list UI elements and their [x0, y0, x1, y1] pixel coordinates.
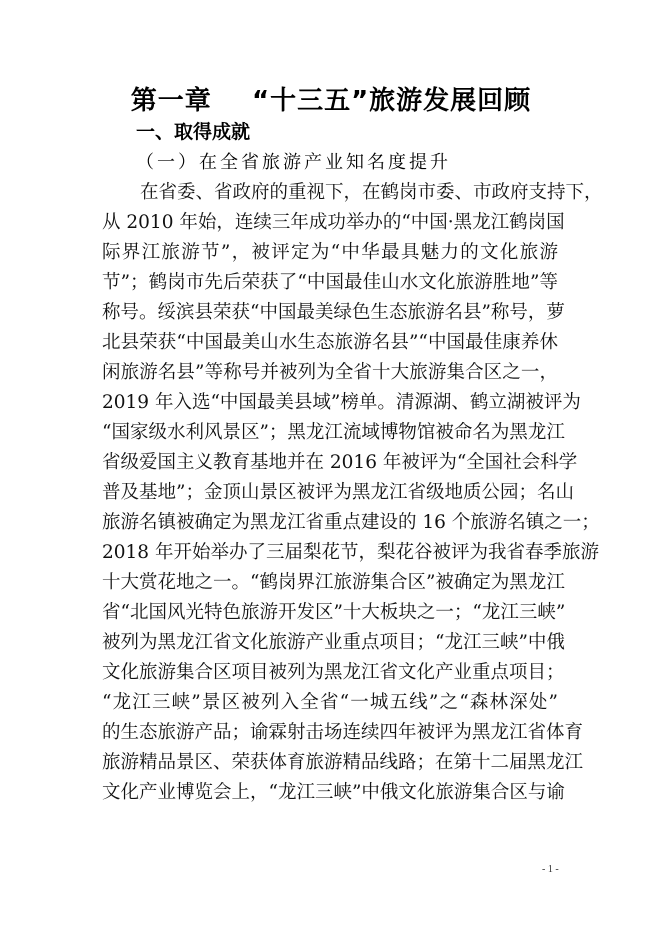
paragraph-line: 际界江旅游节”，被评定为“中华最具魅力的文化旅游 [102, 242, 558, 263]
paragraph-line: 从 2010 年始，连续三年成功举办的“中国·黑龙江鹤岗国 [102, 212, 565, 233]
body-paragraph [102, 178, 603, 808]
paragraph-line: 省级爱国主义教育基地并在 2016 年被评为“全国社会科学 [102, 452, 578, 473]
paragraph-line: 2019 年入选“中国最美县域”榜单。清源湖、鹤立湖被评为 [102, 392, 581, 413]
paragraph-line: 省“北国风光特色旅游开发区”十大板块之一；“龙江三峡” [102, 602, 566, 623]
paragraph-line: 文化产业博览会上，“龙江三峡”中俄文化旅游集合区与谕 [102, 782, 565, 803]
paragraph-line: 十大赏花地之一。“鹤岗界江旅游集合区”被确定为黑龙江 [102, 572, 565, 593]
paragraph-line: 旅游名镇被确定为黑龙江省重点建设的 16 个旅游名镇之一； [102, 512, 600, 533]
paragraph-line: 旅游精品景区、荣获体育旅游精品线路；在第十二届黑龙江 [102, 752, 584, 773]
chapter-title: 第一章 “十三五”旅游发展回顾 [130, 86, 532, 116]
paragraph-line: 在省委、省政府的重视下，在鹤岗市委、市政府支持下， [140, 182, 603, 203]
subsection-heading: （一）在全省旅游产业知名度提升 [136, 152, 451, 173]
paragraph-line: 的生态旅游产品；谕霖射击场连续四年被评为黑龙江省体育 [102, 722, 584, 743]
paragraph-line: 2018 年开始举办了三届梨花节，梨花谷被评为我省春季旅游 [102, 542, 599, 563]
paragraph-line: 普及基地”；金顶山景区被评为黑龙江省级地质公园；名山 [102, 482, 574, 503]
paragraph-line: 闲旅游名县”等称号并被列为全省十大旅游集合区之一， [102, 362, 558, 383]
section-heading: 一、取得成就 [136, 121, 251, 143]
paragraph-line: 节”；鹤岗市先后荣获了“中国最佳山水文化旅游胜地”等 [102, 272, 558, 293]
paragraph-line: 称号。绥滨县荣获“中国最美绿色生态旅游名县”称号，萝 [102, 302, 565, 323]
paragraph-line: 文化旅游集合区项目被列为黑龙江省文化产业重点项目； [102, 662, 565, 683]
paragraph-line: “龙江三峡”景区被列入全省“一城五线”之“森林深处” [102, 692, 558, 713]
paragraph-line: “国家级水利风景区”；黑龙江流域博物馆被命名为黑龙江 [102, 422, 565, 443]
page-number: - 1 - [542, 864, 559, 875]
paragraph-line: 被列为黑龙江省文化旅游产业重点项目；“龙江三峡”中俄 [102, 632, 565, 653]
paragraph-line: 北县荣获“中国最美山水生态旅游名县”“中国最佳康养休 [102, 332, 558, 353]
